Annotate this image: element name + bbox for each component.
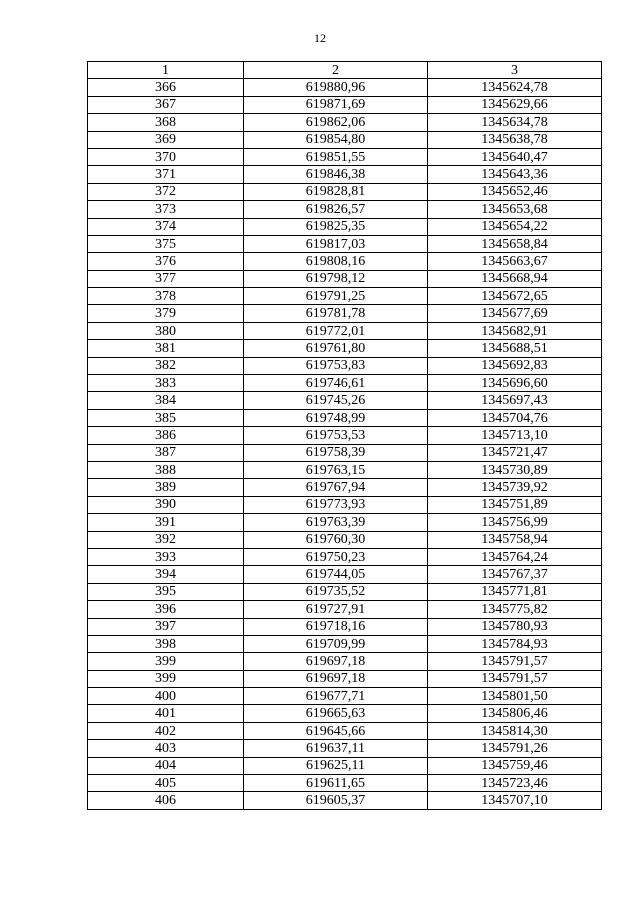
table-row [88,670,602,687]
point-number-cell: 385 [88,409,244,426]
table-header-row [88,62,602,79]
y-coordinate-cell: 1345677,69 [428,305,602,322]
y-coordinate-cell: 1345806,46 [428,705,602,722]
y-coordinate-cell: 1345791,57 [428,670,602,687]
y-coordinate-cell: 1345791,26 [428,740,602,757]
y-coordinate-cell: 1345624,78 [428,79,602,96]
point-number-cell: 367 [88,96,244,113]
y-coordinate-cell: 1345652,46 [428,183,602,200]
x-coordinate-cell: 619862,06 [244,114,428,131]
table-row [88,548,602,565]
point-number-cell: 399 [88,670,244,687]
y-coordinate-cell: 1345640,47 [428,148,602,165]
y-coordinate-cell: 1345767,37 [428,566,602,583]
point-number-cell: 386 [88,427,244,444]
y-coordinate-cell: 1345692,83 [428,357,602,374]
x-coordinate-cell: 619748,99 [244,409,428,426]
point-number-cell: 369 [88,131,244,148]
y-coordinate-cell: 1345756,99 [428,514,602,531]
y-coordinate-cell: 1345791,57 [428,653,602,670]
table-row [88,635,602,652]
y-coordinate-cell: 1345730,89 [428,461,602,478]
point-number-cell: 368 [88,114,244,131]
y-coordinate-cell: 1345629,66 [428,96,602,113]
point-number-cell: 389 [88,479,244,496]
table-row [88,444,602,461]
x-coordinate-cell: 619758,39 [244,444,428,461]
x-coordinate-cell: 619605,37 [244,792,428,809]
table-row [88,183,602,200]
x-coordinate-cell: 619727,91 [244,601,428,618]
table-row [88,461,602,478]
point-number-cell: 383 [88,375,244,392]
y-coordinate-cell: 1345638,78 [428,131,602,148]
y-coordinate-cell: 1345658,84 [428,235,602,252]
y-coordinate-cell: 1345771,81 [428,583,602,600]
x-coordinate-cell: 619846,38 [244,166,428,183]
table-row [88,705,602,722]
y-coordinate-cell: 1345784,93 [428,635,602,652]
point-number-cell: 402 [88,722,244,739]
table-row [88,253,602,270]
y-coordinate-cell: 1345713,10 [428,427,602,444]
x-coordinate-cell: 619753,83 [244,357,428,374]
point-number-cell: 384 [88,392,244,409]
table-row [88,740,602,757]
y-coordinate-cell: 1345663,67 [428,253,602,270]
point-number-cell: 381 [88,340,244,357]
x-coordinate-cell: 619753,53 [244,427,428,444]
table-row [88,722,602,739]
y-coordinate-cell: 1345758,94 [428,531,602,548]
x-coordinate-cell: 619744,05 [244,566,428,583]
y-coordinate-cell: 1345751,89 [428,496,602,513]
x-coordinate-cell: 619808,16 [244,253,428,270]
y-coordinate-cell: 1345780,93 [428,618,602,635]
x-coordinate-cell: 619772,01 [244,322,428,339]
y-coordinate-cell: 1345672,65 [428,288,602,305]
point-number-cell: 379 [88,305,244,322]
table-row [88,583,602,600]
table-row [88,375,602,392]
x-coordinate-cell: 619798,12 [244,270,428,287]
point-number-cell: 401 [88,705,244,722]
x-coordinate-cell: 619745,26 [244,392,428,409]
point-number-cell: 393 [88,548,244,565]
point-number-cell: 377 [88,270,244,287]
coordinates-table [87,61,602,810]
x-coordinate-cell: 619825,35 [244,218,428,235]
point-number-cell: 394 [88,566,244,583]
table-row [88,392,602,409]
x-coordinate-cell: 619851,55 [244,148,428,165]
x-coordinate-cell: 619697,18 [244,653,428,670]
y-coordinate-cell: 1345704,76 [428,409,602,426]
x-coordinate-cell: 619871,69 [244,96,428,113]
x-coordinate-cell: 619611,65 [244,775,428,792]
point-number-cell: 396 [88,601,244,618]
table-row [88,496,602,513]
y-coordinate-cell: 1345643,36 [428,166,602,183]
point-number-cell: 398 [88,635,244,652]
x-coordinate-cell: 619637,11 [244,740,428,757]
x-coordinate-cell: 619763,15 [244,461,428,478]
x-coordinate-cell: 619677,71 [244,688,428,705]
table-row [88,792,602,809]
x-coordinate-cell: 619735,52 [244,583,428,600]
table-row [88,531,602,548]
x-coordinate-cell: 619826,57 [244,201,428,218]
y-coordinate-cell: 1345707,10 [428,792,602,809]
y-coordinate-cell: 1345775,82 [428,601,602,618]
y-coordinate-cell: 1345696,60 [428,375,602,392]
y-coordinate-cell: 1345723,46 [428,775,602,792]
x-coordinate-cell: 619645,66 [244,722,428,739]
point-number-cell: 391 [88,514,244,531]
y-coordinate-cell: 1345814,30 [428,722,602,739]
point-number-cell: 382 [88,357,244,374]
point-number-cell: 390 [88,496,244,513]
x-coordinate-cell: 619718,16 [244,618,428,635]
table-row [88,409,602,426]
table-row [88,288,602,305]
x-coordinate-cell: 619773,93 [244,496,428,513]
y-coordinate-cell: 1345634,78 [428,114,602,131]
point-number-cell: 380 [88,322,244,339]
y-coordinate-cell: 1345801,50 [428,688,602,705]
table-row [88,201,602,218]
table-row [88,235,602,252]
table-row [88,166,602,183]
x-coordinate-cell: 619760,30 [244,531,428,548]
y-coordinate-cell: 1345668,94 [428,270,602,287]
table-row [88,688,602,705]
y-coordinate-cell: 1345759,46 [428,757,602,774]
column-header-2: 2 [244,62,428,79]
table-row [88,653,602,670]
table-row [88,566,602,583]
table-row [88,340,602,357]
point-number-cell: 373 [88,201,244,218]
y-coordinate-cell: 1345653,68 [428,201,602,218]
point-number-cell: 375 [88,235,244,252]
x-coordinate-cell: 619697,18 [244,670,428,687]
x-coordinate-cell: 619750,23 [244,548,428,565]
point-number-cell: 392 [88,531,244,548]
table-row [88,131,602,148]
table-row [88,427,602,444]
point-number-cell: 378 [88,288,244,305]
column-header-3: 3 [428,62,602,79]
point-number-cell: 399 [88,653,244,670]
y-coordinate-cell: 1345739,92 [428,479,602,496]
y-coordinate-cell: 1345697,43 [428,392,602,409]
table-row [88,322,602,339]
x-coordinate-cell: 619761,80 [244,340,428,357]
point-number-cell: 397 [88,618,244,635]
coordinates-table-body [88,62,602,810]
table-row [88,601,602,618]
point-number-cell: 388 [88,461,244,478]
table-row [88,514,602,531]
table-row [88,96,602,113]
point-number-cell: 372 [88,183,244,200]
point-number-cell: 403 [88,740,244,757]
page-number: 12 [314,31,326,45]
table-row [88,618,602,635]
table-row [88,357,602,374]
point-number-cell: 395 [88,583,244,600]
point-number-cell: 366 [88,79,244,96]
point-number-cell: 370 [88,148,244,165]
x-coordinate-cell: 619746,61 [244,375,428,392]
point-number-cell: 400 [88,688,244,705]
point-number-cell: 387 [88,444,244,461]
x-coordinate-cell: 619828,81 [244,183,428,200]
table-row [88,270,602,287]
x-coordinate-cell: 619817,03 [244,235,428,252]
point-number-cell: 405 [88,775,244,792]
x-coordinate-cell: 619763,39 [244,514,428,531]
y-coordinate-cell: 1345764,24 [428,548,602,565]
x-coordinate-cell: 619791,25 [244,288,428,305]
y-coordinate-cell: 1345688,51 [428,340,602,357]
point-number-cell: 374 [88,218,244,235]
x-coordinate-cell: 619665,63 [244,705,428,722]
point-number-cell: 404 [88,757,244,774]
point-number-cell: 376 [88,253,244,270]
x-coordinate-cell: 619709,99 [244,635,428,652]
point-number-cell: 406 [88,792,244,809]
table-row [88,775,602,792]
y-coordinate-cell: 1345721,47 [428,444,602,461]
column-header-1: 1 [88,62,244,79]
table-row [88,479,602,496]
x-coordinate-cell: 619767,94 [244,479,428,496]
x-coordinate-cell: 619880,96 [244,79,428,96]
table-row [88,114,602,131]
x-coordinate-cell: 619781,78 [244,305,428,322]
x-coordinate-cell: 619625,11 [244,757,428,774]
table-row [88,148,602,165]
x-coordinate-cell: 619854,80 [244,131,428,148]
y-coordinate-cell: 1345654,22 [428,218,602,235]
table-row [88,757,602,774]
y-coordinate-cell: 1345682,91 [428,322,602,339]
table-row [88,218,602,235]
table-row [88,305,602,322]
point-number-cell: 371 [88,166,244,183]
table-row [88,79,602,96]
